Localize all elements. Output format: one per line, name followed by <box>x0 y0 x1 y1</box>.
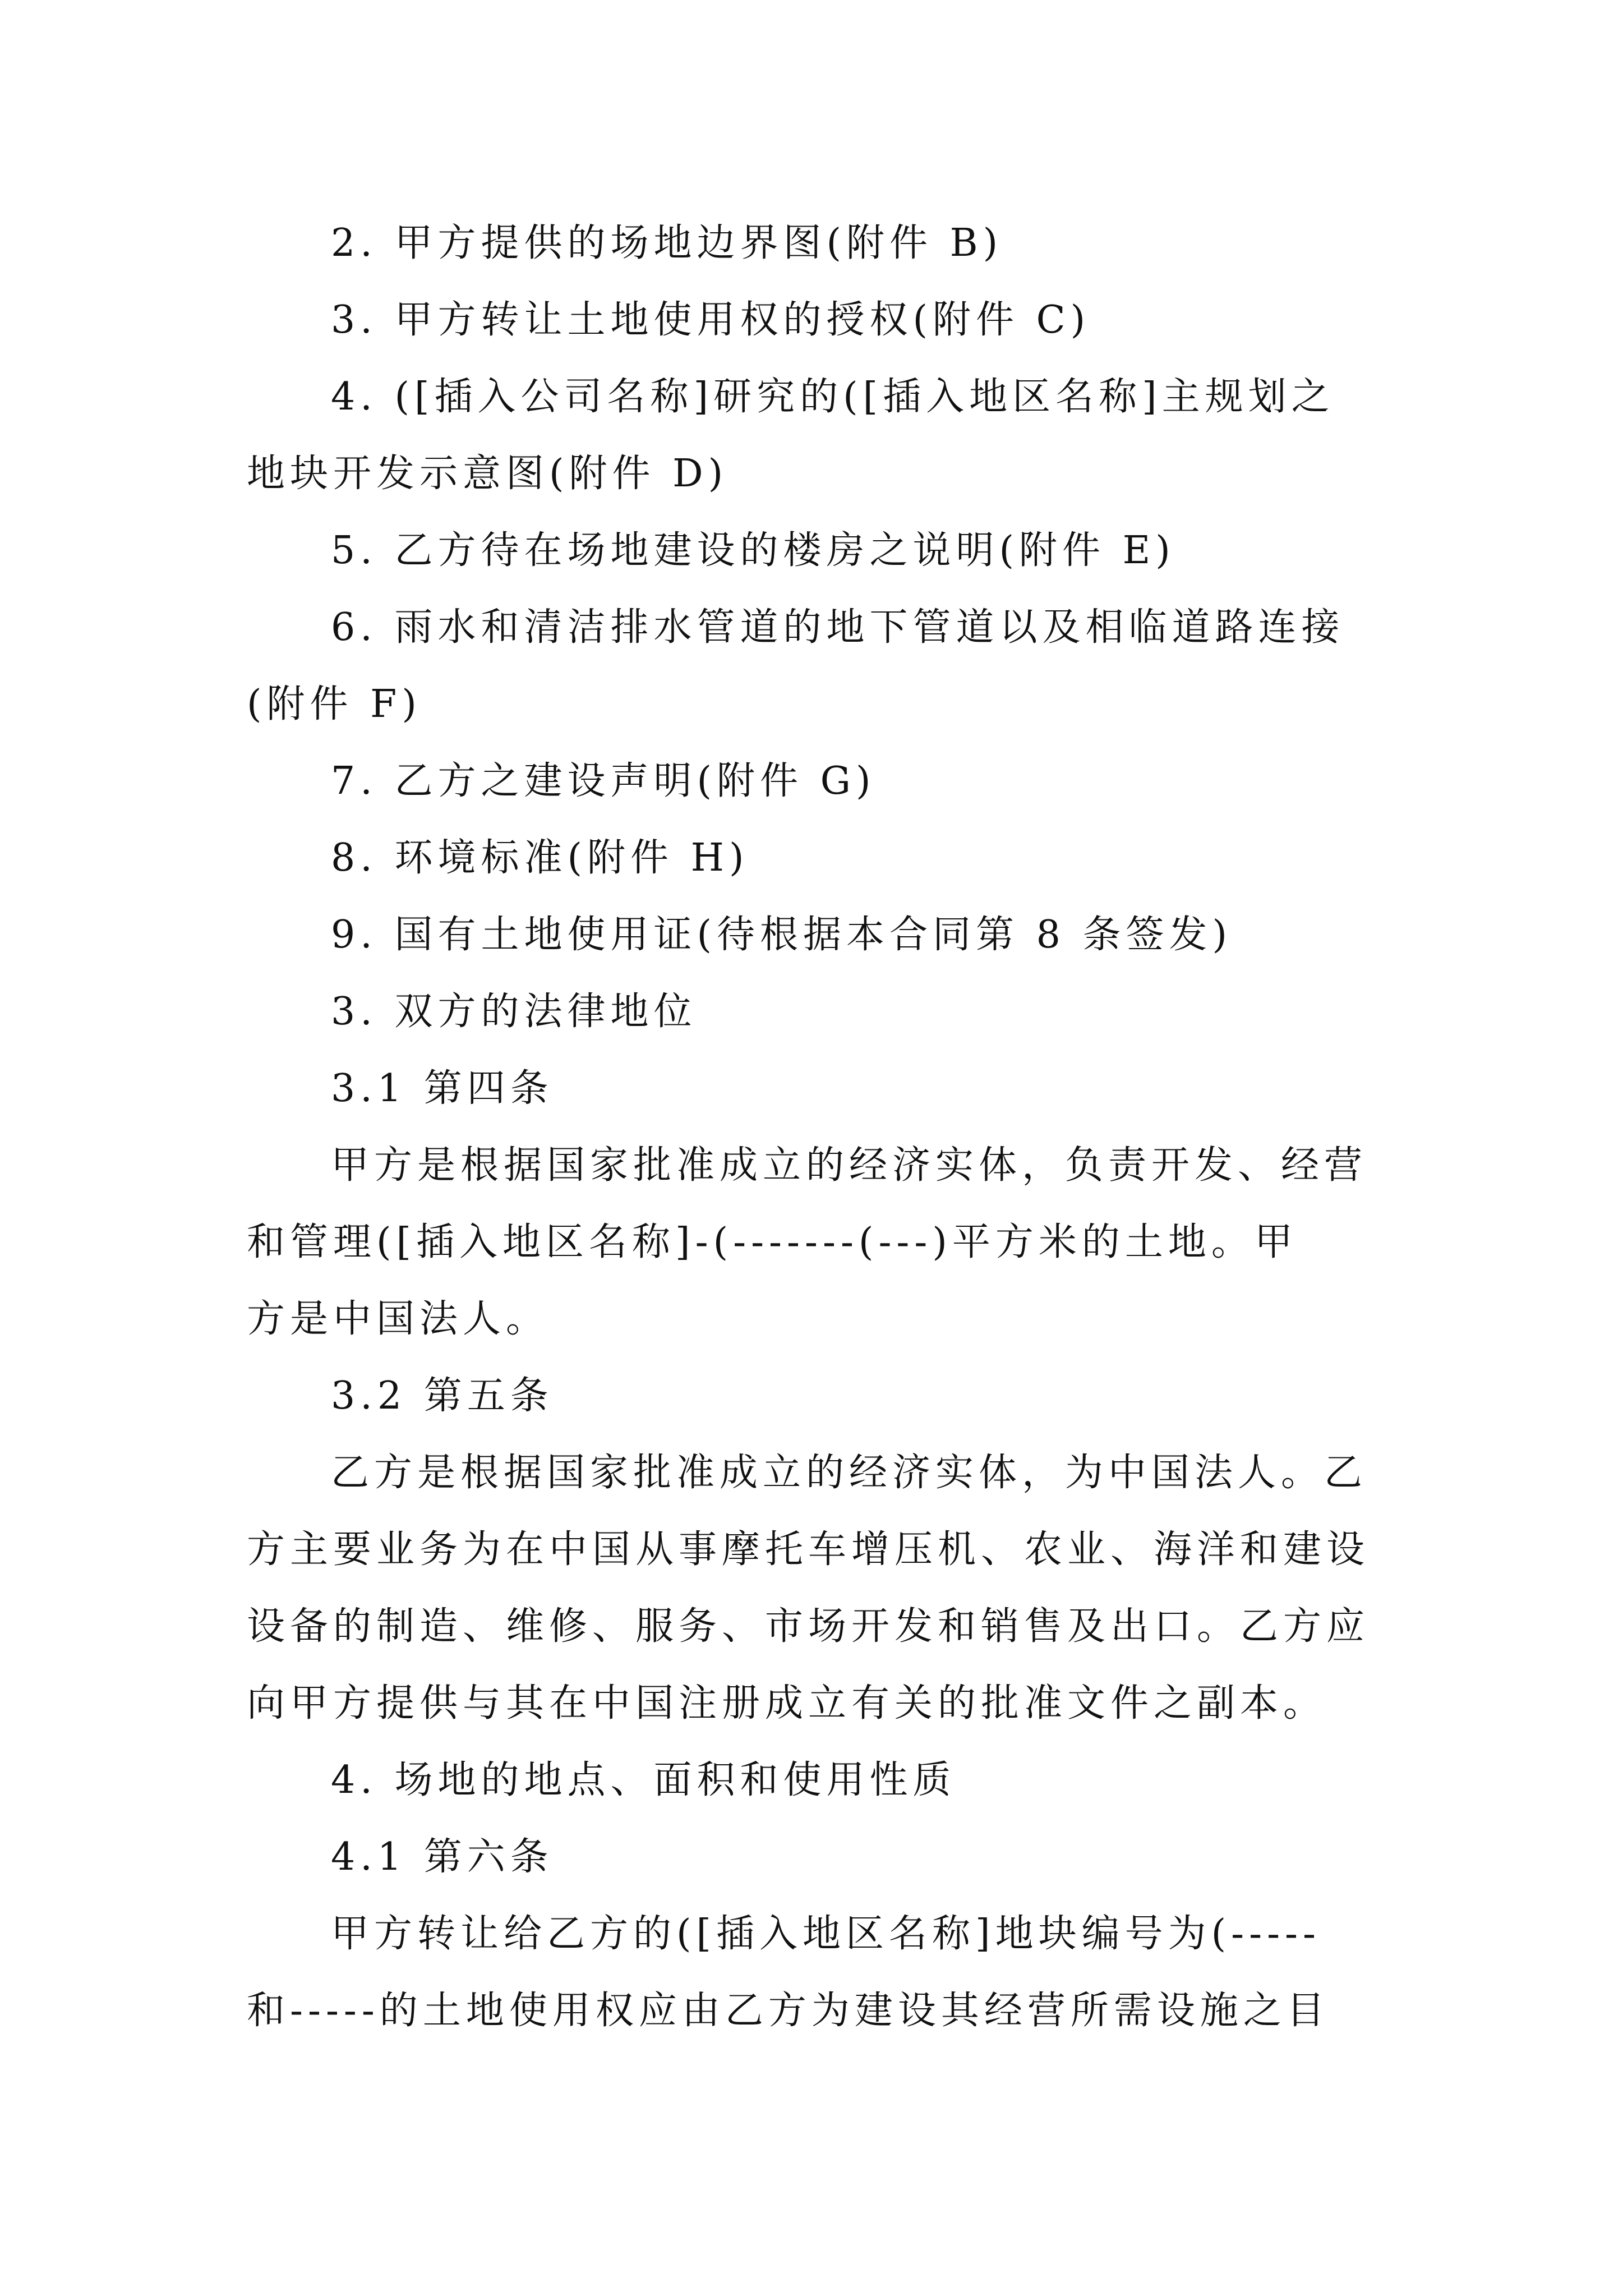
attachment-item-2: 2. 甲方提供的场地边界图(附件 B) <box>331 221 1003 265</box>
attachment-item-6-cont: (附件 F) <box>247 682 422 726</box>
article-4-text-cont: 和管理([插入地区名称]-(-------(---)平方米的土地。甲 <box>247 1220 1298 1264</box>
article-6-text-cont: 和-----的土地使用权应由乙方为建设其经营所需设施之目 <box>247 1989 1330 2033</box>
section-heading-3: 3. 双方的法律地位 <box>331 990 697 1034</box>
document-body <box>247 205 1380 2049</box>
article-heading-4-1: 4.1 第六条 <box>331 1835 554 1879</box>
attachment-item-6: 6. 雨水和清洁排水管道的地下管道以及相临道路连接 <box>331 605 1345 650</box>
article-heading-3-2: 3.2 第五条 <box>331 1374 554 1418</box>
attachment-item-7: 7. 乙方之建设声明(附件 G) <box>331 759 876 803</box>
attachment-item-5: 5. 乙方待在场地建设的楼房之说明(附件 E) <box>331 528 1175 573</box>
attachment-item-4-cont: 地块开发示意图(附件 D) <box>247 452 728 496</box>
attachment-item-9: 9. 国有土地使用证(待根据本合同第 8 条签发) <box>331 913 1233 957</box>
attachment-item-4: 4. ([插入公司名称]研究的([插入地区名称]主规划之 <box>331 375 1335 419</box>
article-5-text-end: 向甲方提供与其在中国注册成立有关的批准文件之副本。 <box>247 1681 1327 1726</box>
section-heading-4: 4. 场地的地点、面积和使用性质 <box>331 1758 956 1802</box>
article-4-text: 甲方是根据国家批准成立的经济实体，负责开发、经营 <box>331 1143 1368 1188</box>
article-6-text: 甲方转让给乙方的([插入地区名称]地块编号为(----- <box>331 1912 1321 1956</box>
attachment-item-8: 8. 环境标准(附件 H) <box>331 836 749 880</box>
article-5-text-cont-1: 方主要业务为在中国从事摩托车增压机、农业、海洋和建设 <box>247 1527 1370 1572</box>
article-4-text-end: 方是中国法人。 <box>247 1297 550 1341</box>
article-5-text-cont-2: 设备的制造、维修、服务、市场开发和销售及出口。乙方应 <box>247 1604 1370 1649</box>
article-5-text: 乙方是根据国家批准成立的经济实体，为中国法人。乙 <box>331 1451 1368 1495</box>
attachment-item-3: 3. 甲方转让土地使用权的授权(附件 C) <box>331 298 1091 342</box>
article-heading-3-1: 3.1 第四条 <box>331 1066 554 1111</box>
